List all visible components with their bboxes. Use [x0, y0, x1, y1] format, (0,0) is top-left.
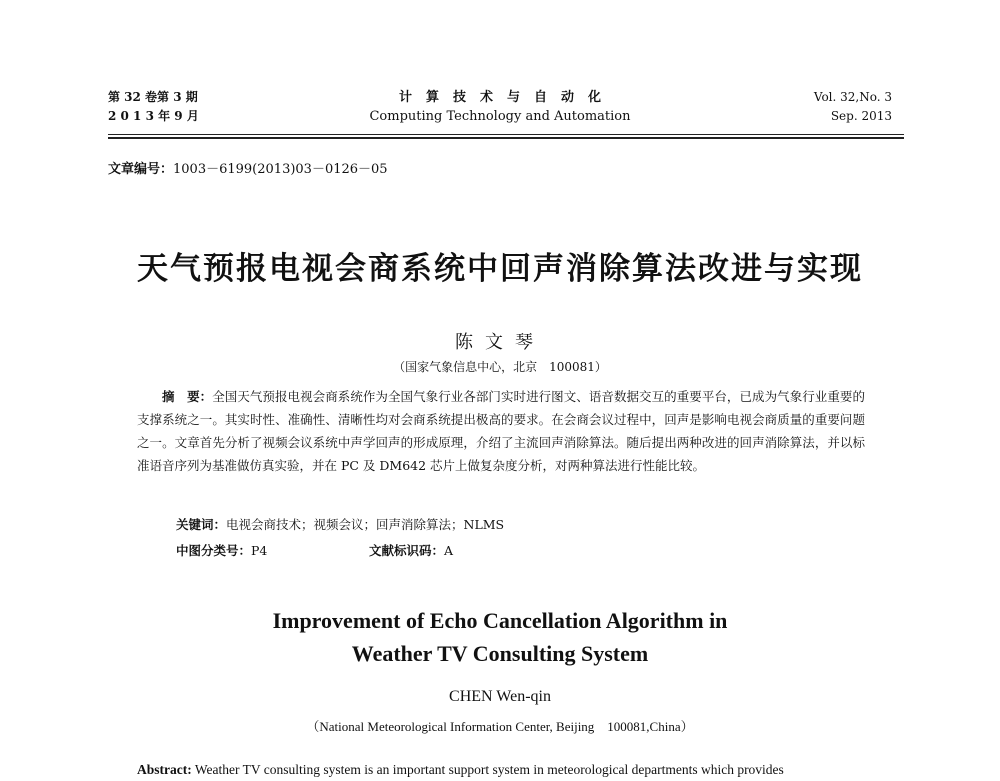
title-cn: 天气预报电视会商系统中回声消除算法改进与实现 [137, 251, 863, 287]
document-code [369, 541, 453, 559]
abstract-cn [137, 385, 865, 477]
header-right [814, 88, 892, 126]
title-en-line1: Improvement of Echo Cancellation Algorithm in [272, 608, 728, 633]
keywords-text: 电视会商技术；视频会议；回声消除算法；NLMS [226, 517, 505, 532]
journal-name-cn: 计算技术与自动化 [398, 90, 615, 105]
affiliation-en: （National Meteorological Information Center, Beijing 100081,China） [306, 719, 694, 734]
volume-en: Vol. 32,No. 3 [813, 90, 892, 104]
date-en: Sep. 2013 [830, 109, 892, 123]
author-en: CHEN Wen-qin [449, 688, 551, 705]
affiliation-cn: （国家气象信息中心，北京 100081） [393, 360, 607, 374]
article-number-value: 1003－6199(2013)03－0126－05 [173, 162, 388, 177]
abstract-cn-text: 全国天气预报电视会商系统作为全国气象行业各部门实时进行图文、语音数据交互的重要平台，已成为气象行业重要的支撑系统之一。其实时性、准确性、清晰性均对会商系统提出极高的要求。在会商会议过程中，回声是影响电视会商质量的重要问题之一。文章首先分析了视频会议系统中声学回声的形成原理，介绍了主流回声消除算法。随后提出两种改进的回声消除算法，并以标准语音序列为基准做仿真实验，并在 PC 及 DM642 芯片上做复杂度分析，对两种算法进行性能比较。 [137, 389, 865, 473]
header-rule-thin [108, 134, 904, 135]
date-cn: 2 0 1 3 年 9 月 [108, 109, 199, 123]
journal-name-en: Computing Technology and Automation [369, 109, 631, 124]
keywords [176, 515, 504, 533]
article-number-label: 文章编号： [108, 162, 174, 177]
page-header [108, 88, 892, 130]
abstract-en-label: Abstract: [137, 762, 192, 777]
clc-value: P4 [251, 543, 268, 558]
keywords-label: 关键词： [176, 517, 227, 532]
volume-cn: 第 32 卷第 3 期 [108, 90, 198, 104]
abstract-en [137, 762, 917, 778]
doc-code-label: 文献标识码： [369, 543, 445, 558]
title-en-line2: Weather TV Consulting System [351, 641, 649, 666]
doc-code-value: A [444, 543, 454, 558]
abstract-cn-label: 摘 要： [162, 389, 213, 404]
abstract-en-text: Weather TV consulting system is an important support system in meteorological departments which provides [194, 762, 784, 777]
clc-label: 中图分类号： [176, 543, 252, 558]
classification [176, 541, 454, 559]
header-rule-thick [108, 137, 904, 139]
header-center [108, 88, 892, 126]
title-en [0, 604, 1000, 670]
author-cn: 陈文琴 [455, 332, 545, 353]
article-number [108, 158, 388, 177]
